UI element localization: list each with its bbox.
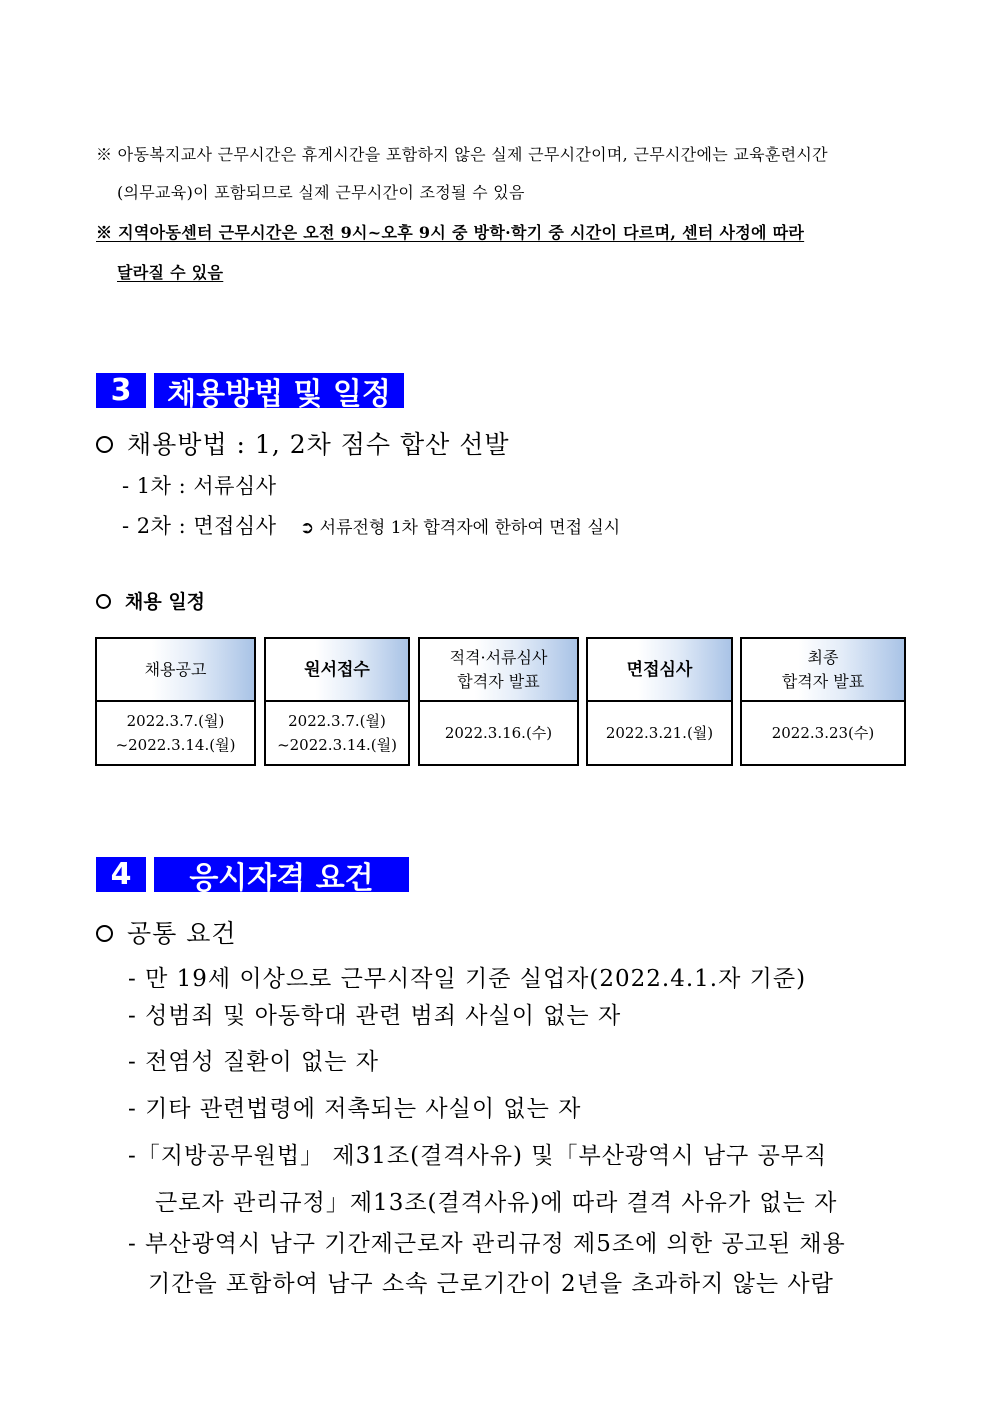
method-bullet: [96, 425, 510, 461]
note-2-line-1: ※ 지역아동센터 근무시간은 오전 9시~오후 9시 중 방학·학기 중 시간이 다르며, 센터 사정에 따라: [96, 223, 805, 242]
note-1-line-1: ※ 아동복지교사 근무시간은 휴게시간을 포함하지 않은 실제 근무시간이며, 근무시간에는 교육훈련시간: [96, 145, 828, 164]
requirement-item-continued: 근로자 관리규정」제13조(결격사유)에 따라 결격 사유가 없는 자: [155, 1190, 838, 1216]
circle-bullet-icon: [96, 436, 113, 453]
schedule-box-date: 2022.3.7.(월) ~2022.3.14.(월): [115, 712, 236, 754]
schedule-box-head: 면접심사: [588, 639, 731, 702]
section-3-title: 채용방법 및 일정: [154, 373, 404, 408]
schedule-box-application: [264, 637, 410, 766]
requirement-item: -「지방공무원법」 제31조(결격사유) 및「부산광역시 남구 공무직: [128, 1143, 828, 1169]
requirement-item: - 전염성 질환이 없는 자: [128, 1049, 379, 1075]
schedule-box-interview: [586, 637, 733, 766]
schedule-box-date: 2022.3.21.(월): [605, 724, 714, 742]
schedule-box-head: 최종 합격자 발표: [742, 639, 904, 702]
requirement-item: - 성범죄 및 아동학대 관련 범죄 사실이 없는 자: [128, 1003, 622, 1029]
note-2-line-2: 달라질 수 있음: [117, 263, 224, 282]
second-stage: - 2차 : 면접심사: [122, 514, 277, 538]
schedule-box-date: 2022.3.7.(월) ~2022.3.14.(월): [277, 712, 397, 754]
method-text: 채용방법 : 1, 2차 점수 합산 선발: [127, 430, 510, 459]
schedule-heading: [96, 587, 205, 614]
section-4-title: 응시자격 요건: [154, 857, 409, 892]
schedule-box-head: 채용공고: [97, 639, 254, 702]
common-requirements-title: 공통 요건: [127, 919, 237, 948]
common-requirements-bullet: [96, 914, 237, 950]
requirement-item-continued: 기간을 포함하여 남구 소속 근로기간이 2년을 초과하지 않는 사람: [148, 1271, 834, 1297]
schedule-title: 채용 일정: [125, 591, 206, 613]
note-1-line-2: (의무교육)이 포함되므로 실제 근무시간이 조정될 수 있음: [117, 183, 525, 202]
requirement-item: - 기타 관련법령에 저촉되는 사실이 없는 자: [128, 1096, 582, 1122]
schedule-box-date: 2022.3.23(수): [771, 724, 875, 742]
requirement-item: - 부산광역시 남구 기간제근로자 관리규정 제5조에 의한 공고된 채용: [128, 1231, 846, 1257]
schedule-box-date: 2022.3.16.(수): [444, 724, 553, 742]
schedule-box-head: 적격·서류심사 합격자 발표: [420, 639, 577, 702]
schedule-box-head: 원서접수: [266, 639, 408, 702]
schedule-box-document-result: [418, 637, 579, 766]
schedule-box-announcement: [95, 637, 256, 766]
section-4-number: 4: [96, 857, 146, 892]
section-3-number: 3: [96, 373, 146, 408]
circle-bullet-icon: [96, 925, 113, 942]
circle-bullet-icon: [96, 594, 111, 609]
second-stage-note: ➲ 서류전형 1차 합격자에 한하여 면접 실시: [300, 518, 621, 538]
first-stage: - 1차 : 서류심사: [122, 474, 277, 498]
schedule-box-final-result: [740, 637, 906, 766]
requirement-item: - 만 19세 이상으로 근무시작일 기준 실업자(2022.4.1.자 기준): [128, 966, 807, 992]
